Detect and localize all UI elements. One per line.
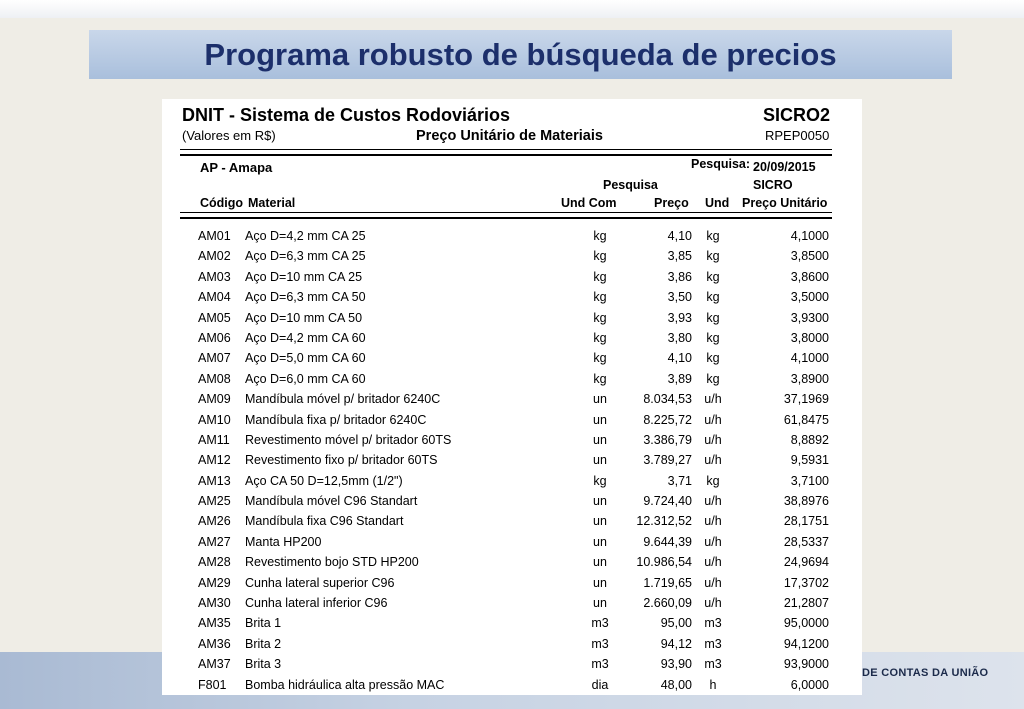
report-system-code: SICRO2 <box>763 105 831 125</box>
cell-codigo: AM12 <box>198 453 231 468</box>
cell-material: Mandíbula fixa C96 Standart <box>245 514 404 529</box>
cell-preco-unitario: 37,1969 <box>783 392 829 407</box>
table-row <box>162 573 862 593</box>
group-header-pesquisa: Pesquisa <box>603 178 658 192</box>
cell-codigo: AM30 <box>198 596 231 611</box>
cell-preco-unitario: 3,8900 <box>790 371 829 386</box>
table-row <box>162 675 862 695</box>
table-row <box>162 226 862 246</box>
cell-und: kg <box>706 290 720 305</box>
table-row <box>162 410 862 430</box>
cell-preco: 8.225,72 <box>643 412 692 427</box>
slide-title-bar <box>89 30 952 79</box>
cell-preco-unitario: 28,1751 <box>783 514 829 529</box>
cell-und-com: m3 <box>591 657 609 672</box>
cell-preco: 4,10 <box>667 229 692 243</box>
table-row <box>162 450 862 470</box>
report-code: RPEP0050 <box>765 128 830 143</box>
cell-preco-unitario: 6,0000 <box>790 677 829 692</box>
cell-und: kg <box>706 229 720 243</box>
cell-material: Cunha lateral superior C96 <box>245 575 395 590</box>
cell-preco: 3,80 <box>667 330 692 345</box>
cell-und: u/h <box>704 575 722 590</box>
cell-preco-unitario: 4,1000 <box>790 351 829 366</box>
cell-und-com: kg <box>593 473 607 488</box>
cell-codigo: AM11 <box>198 432 230 447</box>
cell-preco: 3,71 <box>667 473 692 488</box>
cell-material: Revestimento bojo STD HP200 <box>245 555 419 570</box>
cell-preco-unitario: 24,9694 <box>783 555 829 570</box>
cell-preco: 3.789,27 <box>643 453 692 468</box>
cell-codigo: AM06 <box>198 330 231 345</box>
cell-codigo: AM25 <box>198 494 231 509</box>
cell-und: h <box>709 677 717 692</box>
col-header-preco: Preço <box>654 196 689 210</box>
cell-codigo: AM01 <box>198 229 231 243</box>
table-row <box>162 613 862 633</box>
cell-preco: 93,90 <box>660 657 692 672</box>
table-row <box>162 634 862 654</box>
cell-preco: 48,00 <box>660 677 692 692</box>
cell-preco: 1.719,65 <box>643 575 692 590</box>
cell-material: Aço D=6,3 mm CA 25 <box>245 249 366 264</box>
header-rule <box>180 149 832 156</box>
cell-codigo: AM36 <box>198 636 231 651</box>
table-row <box>162 552 862 572</box>
cell-preco: 3,85 <box>667 249 692 264</box>
cell-preco-unitario: 3,7100 <box>790 473 829 488</box>
slide-title: Programa robusto de búsqueda de precios <box>204 36 837 72</box>
cell-preco-unitario: 8,8892 <box>790 432 829 447</box>
cell-preco: 8.034,53 <box>643 392 692 407</box>
cell-codigo: AM13 <box>198 473 231 488</box>
col-header-und: Und <box>705 196 730 210</box>
cell-codigo: AM08 <box>198 371 231 386</box>
cell-und: kg <box>706 371 720 386</box>
cell-und-com: un <box>593 555 607 570</box>
cell-codigo: AM29 <box>198 575 231 590</box>
cell-und-com: kg <box>593 351 607 366</box>
cell-preco-unitario: 93,9000 <box>783 657 829 672</box>
table-row <box>162 369 862 389</box>
cell-preco: 3.386,79 <box>643 432 692 447</box>
cell-und-com: dia <box>591 677 609 692</box>
col-header-und-com: Und Com <box>561 196 617 210</box>
cell-codigo: AM10 <box>198 412 231 427</box>
cell-und: m3 <box>704 657 722 672</box>
cell-und: u/h <box>704 494 722 509</box>
cell-und: u/h <box>704 453 722 468</box>
cell-und-com: un <box>593 432 607 447</box>
cell-preco: 9.724,40 <box>643 494 692 509</box>
cell-preco-unitario: 9,5931 <box>790 453 829 468</box>
col-header-codigo: Código <box>200 196 244 210</box>
table-row <box>162 532 862 552</box>
cell-preco-unitario: 4,1000 <box>790 229 829 243</box>
cell-und: kg <box>706 351 720 366</box>
report-region: AP - Amapa <box>200 160 273 175</box>
cell-preco: 12.312,52 <box>636 514 692 529</box>
cell-codigo: AM27 <box>198 534 231 549</box>
cell-material: Aço D=10 mm CA 50 <box>245 310 363 325</box>
cell-material: Brita 3 <box>245 657 282 672</box>
cell-und: u/h <box>704 534 722 549</box>
cell-und-com: un <box>593 412 607 427</box>
cell-codigo: AM03 <box>198 269 231 284</box>
table-row <box>162 287 862 307</box>
table-row <box>162 430 862 450</box>
table-row <box>162 491 862 511</box>
col-header-preco-unitario: Preço Unitário <box>742 196 828 210</box>
pesquisa-label: Pesquisa: <box>691 157 751 171</box>
table-row <box>162 654 862 674</box>
cell-preco-unitario: 95,0000 <box>783 616 829 631</box>
pesquisa-date: 20/09/2015 <box>753 160 816 174</box>
cell-codigo: AM37 <box>198 657 231 672</box>
cell-codigo: F801 <box>198 677 227 692</box>
top-strip <box>0 0 1024 18</box>
cell-codigo: AM05 <box>198 310 231 325</box>
cell-codigo: AM28 <box>198 555 231 570</box>
table-row <box>162 471 862 491</box>
cell-und: kg <box>706 473 720 488</box>
cell-und: m3 <box>704 616 722 631</box>
cell-und-com: un <box>593 453 607 468</box>
cell-preco-unitario: 3,5000 <box>790 290 829 305</box>
cell-und: u/h <box>704 432 722 447</box>
cell-und: u/h <box>704 412 722 427</box>
report-title: Preço Unitário de Materiais <box>416 128 603 144</box>
cell-und: m3 <box>704 636 722 651</box>
cell-material: Mandíbula fixa p/ britador 6240C <box>245 412 427 427</box>
cell-preco-unitario: 3,9300 <box>790 310 829 325</box>
report-system-title: DNIT - Sistema de Custos Rodoviários <box>182 105 511 125</box>
cell-und-com: kg <box>593 310 607 325</box>
cell-und-com: un <box>593 514 607 529</box>
cell-material: Aço CA 50 D=12,5mm (1/2") <box>245 473 403 488</box>
cell-preco-unitario: 61,8475 <box>783 412 829 427</box>
cell-material: Aço D=5,0 mm CA 60 <box>245 351 366 366</box>
cell-material: Brita 2 <box>245 636 282 651</box>
cell-material: Revestimento móvel p/ britador 60TS <box>245 432 452 447</box>
cell-material: Mandíbula móvel p/ britador 6240C <box>245 392 441 407</box>
cell-preco-unitario: 3,8600 <box>790 269 829 284</box>
cell-und-com: kg <box>593 371 607 386</box>
cell-und-com: un <box>593 392 607 407</box>
table-row <box>162 511 862 531</box>
cell-codigo: AM02 <box>198 249 231 264</box>
col-header-material: Material <box>248 196 296 210</box>
cell-und: kg <box>706 249 720 264</box>
materials-table <box>162 226 862 695</box>
cell-preco-unitario: 21,2807 <box>783 596 829 611</box>
cell-und: kg <box>706 330 720 345</box>
cell-und-com: kg <box>593 290 607 305</box>
table-row <box>162 328 862 348</box>
cell-preco: 95,00 <box>660 616 692 631</box>
cell-und-com: un <box>593 534 607 549</box>
cell-material: Aço D=4,2 mm CA 60 <box>245 330 366 345</box>
group-header-sicro: SICRO <box>753 178 793 192</box>
cell-und-com: kg <box>593 269 607 284</box>
cell-und-com: kg <box>593 249 607 264</box>
cell-preco: 10.986,54 <box>636 555 692 570</box>
cell-codigo: AM07 <box>198 351 231 366</box>
cell-und-com: un <box>593 575 607 590</box>
cell-preco: 2.660,09 <box>643 596 692 611</box>
footer-org-text: DE CONTAS DA UNIÃO <box>862 667 989 679</box>
table-row <box>162 593 862 613</box>
cell-preco-unitario: 17,3702 <box>783 575 829 590</box>
cell-und: kg <box>706 269 720 284</box>
cell-preco: 3,86 <box>667 269 692 284</box>
cell-material: Aço D=6,0 mm CA 60 <box>245 371 366 386</box>
cell-codigo: AM35 <box>198 616 231 631</box>
cell-und-com: m3 <box>591 636 609 651</box>
cell-und-com: kg <box>593 229 607 243</box>
report-sheet <box>162 99 862 695</box>
cell-preco-unitario: 3,8500 <box>790 249 829 264</box>
cell-codigo: AM04 <box>198 290 231 305</box>
cell-und: u/h <box>704 392 722 407</box>
cell-und: kg <box>706 310 720 325</box>
cell-material: Mandíbula móvel C96 Standart <box>245 494 418 509</box>
cell-preco: 9.644,39 <box>643 534 692 549</box>
cell-preco-unitario: 94,1200 <box>783 636 829 651</box>
report-units-note: (Valores em R$) <box>182 128 276 143</box>
cell-preco: 4,10 <box>667 351 692 366</box>
cell-material: Manta HP200 <box>245 534 322 549</box>
cell-und-com: m3 <box>591 616 609 631</box>
cell-preco-unitario: 28,5337 <box>783 534 829 549</box>
table-row <box>162 308 862 328</box>
columns-rule <box>180 212 832 219</box>
cell-material: Aço D=6,3 mm CA 50 <box>245 290 366 305</box>
cell-preco: 3,50 <box>667 290 692 305</box>
cell-preco: 3,89 <box>667 371 692 386</box>
table-row <box>162 267 862 287</box>
cell-preco-unitario: 38,8976 <box>783 494 829 509</box>
cell-material: Cunha lateral inferior C96 <box>245 596 388 611</box>
cell-codigo: AM09 <box>198 392 231 407</box>
table-row <box>162 389 862 409</box>
cell-material: Bomba hidráulica alta pressão MAC <box>245 677 445 692</box>
table-row <box>162 246 862 266</box>
cell-preco: 3,93 <box>667 310 692 325</box>
cell-und: u/h <box>704 514 722 529</box>
cell-preco-unitario: 3,8000 <box>790 330 829 345</box>
cell-material: Aço D=10 mm CA 25 <box>245 269 363 284</box>
cell-material: Revestimento fixo p/ britador 60TS <box>245 453 438 468</box>
table-row <box>162 348 862 368</box>
cell-material: Aço D=4,2 mm CA 25 <box>245 229 366 243</box>
cell-und-com: un <box>593 596 607 611</box>
cell-und: u/h <box>704 555 722 570</box>
cell-material: Brita 1 <box>245 616 282 631</box>
cell-codigo: AM26 <box>198 514 231 529</box>
cell-preco: 94,12 <box>660 636 692 651</box>
cell-und-com: un <box>593 494 607 509</box>
cell-und-com: kg <box>593 330 607 345</box>
cell-und: u/h <box>704 596 722 611</box>
